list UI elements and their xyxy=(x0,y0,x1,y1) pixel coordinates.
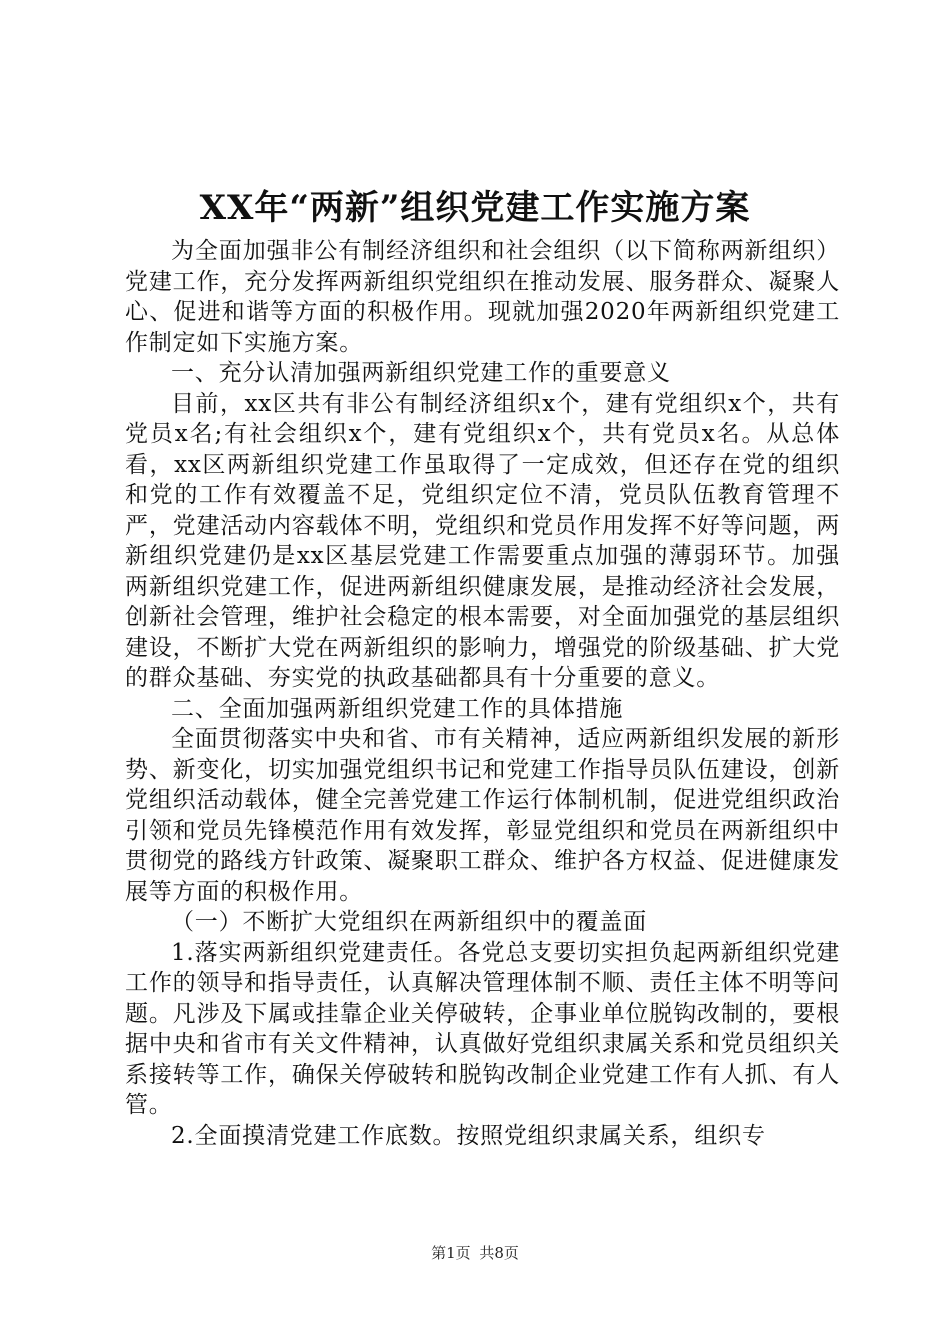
intro-paragraph: 为全面加强非公有制经济组织和社会组织（以下简称两新组织）党建工作，充分发挥两新组织党组织在推动发展、服务群众、凝聚人心、促进和谐等方面的积极作用。现就加强2020年两新组织党建工作制定如下实施方案。 xyxy=(125,238,840,356)
section-heading-1: 一、充分认清加强两新组织党建工作的重要意义 xyxy=(171,360,671,386)
section-2-paragraph: 全面贯彻落实中央和省、市有关精神，适应两新组织发展的新形势、新变化，切实加强党组织书记和党建工作指导员队伍建设，创新党组织活动载体，健全完善党建工作运行体制机制，促进党组织政治引领和党员先锋模范作用有效发挥，彰显党组织和党员在两新组织中贯彻党的路线方针政策、凝聚职工群众、维护各方权益、促进健康发展等方面的积极作用。 xyxy=(125,726,840,905)
page-number: 第1页 xyxy=(431,1244,471,1262)
page-total: 共8页 xyxy=(479,1244,519,1262)
item-2-paragraph: 2.全面摸清党建工作底数。按照党组织隶属关系，组织专 xyxy=(171,1122,766,1149)
document-body xyxy=(125,236,840,1151)
item-1-paragraph: 1.落实两新组织党建责任。各党总支要切实担负起两新组织党建工作的领导和指导责任，认真解决管理体制不顺、责任主体不明等问题。凡涉及下属或挂靠企业关停破转，企事业单位脱钩改制的，要根据中央和省市有关文件精神，认真做好党组织隶属关系和党员组织关系接转等工作，确保关停破转和脱钩改制企业党建工作有人抓、有人管。 xyxy=(125,939,840,1118)
section-1-paragraph: 目前，xx区共有非公有制经济组织x个，建有党组织x个，共有党员x名;有社会组织x个，建有党组织x个，共有党员x名。从总体看，xx区两新组织党建工作虽取得了一定成效，但还存在党的组织和党的工作有效覆盖不足，党组织定位不清，党员队伍教育管理不严，党建活动内容载体不明，党组织和党员作用发挥不好等问题，两新组织党建仍是xx区基层党建工作需要重点加强的薄弱环节。加强两新组织党建工作，促进两新组织健康发展，是推动经济社会发展，创新社会管理，维护社会稳定的根本需要，对全面加强党的基层组织建设，不断扩大党在两新组织的影响力，增强党的阶级基础、扩大党的群众基础、夯实党的执政基础都具有十分重要的意义。 xyxy=(125,390,840,691)
document-title: XX年“两新”组织党建工作实施方案 xyxy=(199,188,751,228)
page-footer xyxy=(0,1243,950,1263)
subsection-heading-1: （一）不断扩大党组织在两新组织中的覆盖面 xyxy=(171,909,647,935)
section-heading-2: 二、全面加强两新组织党建工作的具体措施 xyxy=(171,695,624,722)
